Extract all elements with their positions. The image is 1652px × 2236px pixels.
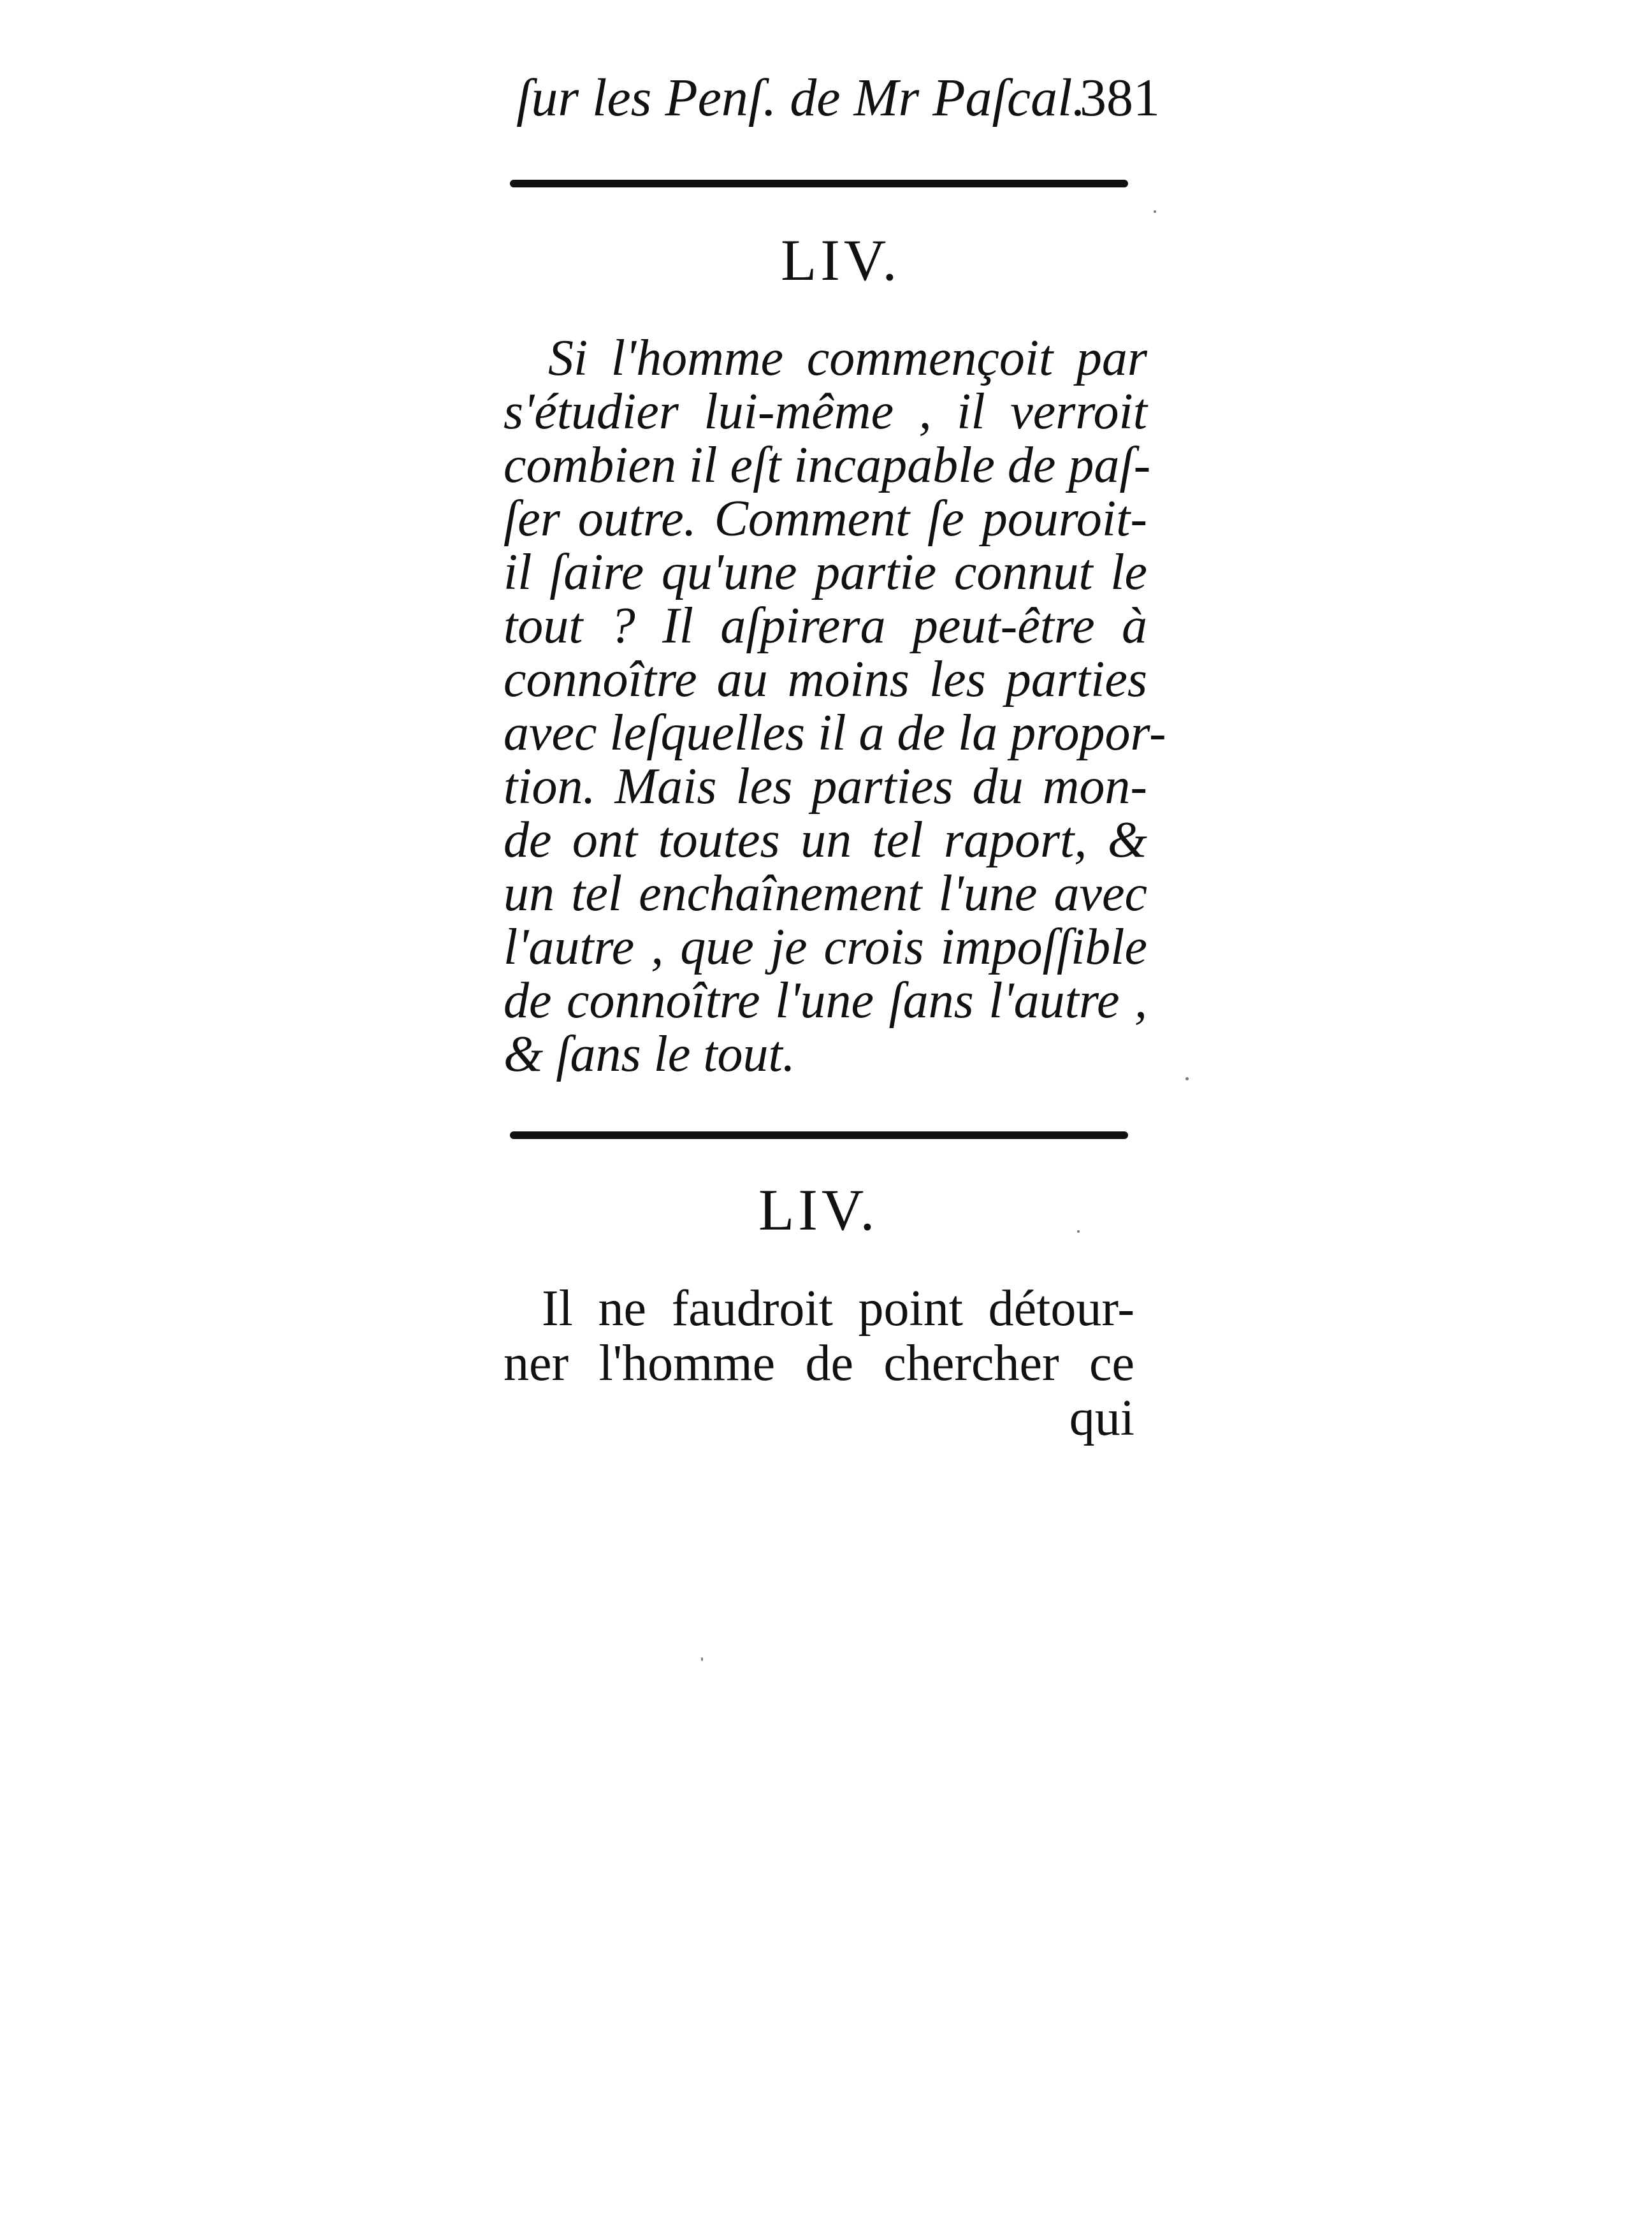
text-line: tout ? Il aſpirera peut-être à [504, 598, 1147, 654]
section-divider-rule [510, 1131, 1128, 1139]
text-line: de connoître l'une ſans l'autre , [504, 973, 1147, 1029]
text-line: Il ne faudroit point détour- [542, 1281, 1134, 1337]
print-speck [1185, 1077, 1189, 1080]
section-divider-rule [510, 180, 1128, 187]
text-line: combien il eſt incapable de paſ- [504, 437, 1151, 493]
text-line: tion. Mais les parties du mon- [504, 759, 1147, 815]
text-line: un tel enchaînement l'une avec [504, 866, 1147, 922]
text-line: connoître au moins les parties [504, 651, 1147, 708]
section-body-italic [504, 330, 1166, 1082]
running-title: ſur les Penſ. de Mr Paſcal. [516, 68, 1086, 127]
catchword: qui [1069, 1390, 1134, 1446]
text-line: de ont toutes un tel raport, & [504, 812, 1147, 868]
section-body-roman [504, 1281, 1134, 1446]
text-line: & ſans le tout. [504, 1026, 795, 1082]
text-line: il ſaire qu'une partie connut le [504, 544, 1147, 600]
text-line: l'autre , que je crois impoſſible [504, 919, 1147, 975]
print-speck [1077, 1230, 1080, 1233]
print-speck [1154, 210, 1156, 213]
print-speck [701, 1657, 703, 1661]
text-line: avec leſquelles il a de la propor- [504, 705, 1166, 761]
section-heading: LIV. [781, 228, 901, 293]
text-line: s'étudier lui-même , il verroit [504, 384, 1147, 440]
text-line: Si l'homme commençoit par [548, 330, 1147, 386]
text-line: ner l'homme de chercher ce [504, 1335, 1134, 1391]
page-header [516, 67, 1160, 137]
page-number: 381 [1080, 68, 1160, 127]
section-heading: LIV. [758, 1177, 879, 1242]
text-line: ſer outre. Comment ſe pouroit- [504, 491, 1147, 547]
